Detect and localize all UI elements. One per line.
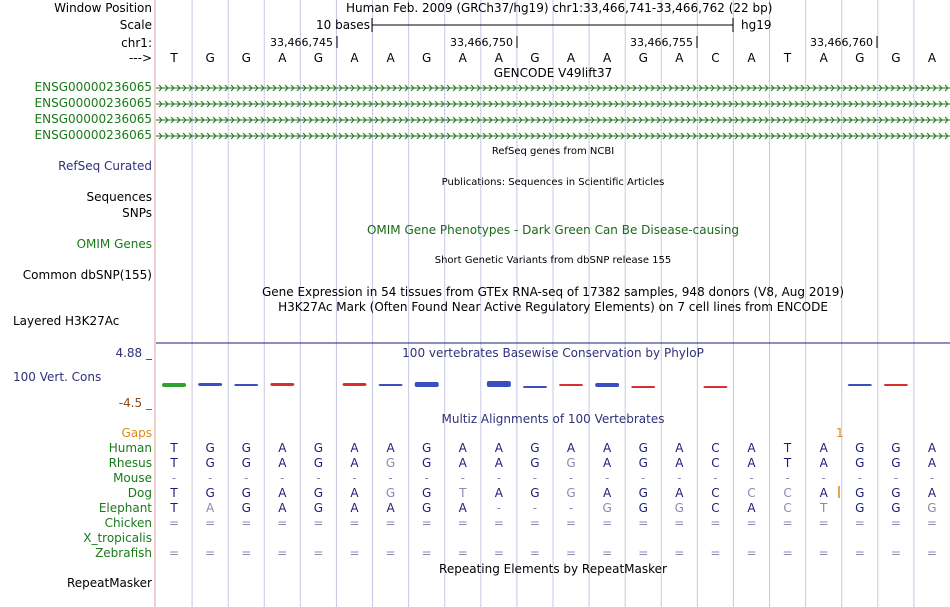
omim-label[interactable]: OMIM Genes <box>76 237 152 251</box>
alignment-base: - <box>244 471 249 485</box>
alignment-base: = <box>529 516 540 530</box>
reference-base: T <box>170 51 178 65</box>
position-label: 33,466,750 <box>450 36 513 49</box>
alignment-base: A <box>566 441 576 455</box>
alignment-base: T <box>820 501 828 515</box>
alignment-base: A <box>278 486 287 500</box>
alignment-base: A <box>675 441 684 455</box>
alignment-base: = <box>529 546 540 560</box>
alignment-base: = <box>241 546 252 560</box>
scale-assembly: hg19 <box>741 18 772 32</box>
phylop-track-title[interactable]: 100 vertebrates Basewise Conservation by PhyloP <box>402 346 704 360</box>
alignment-base: G <box>602 501 612 515</box>
alignment-base: G <box>422 501 432 515</box>
gaps-marker: 1 <box>836 426 844 440</box>
species-label[interactable]: Mouse <box>113 471 152 485</box>
alignment-base: T <box>459 486 467 500</box>
phylop-mark <box>631 386 655 388</box>
species-label[interactable]: Rhesus <box>108 456 152 470</box>
alignment-base: = <box>854 516 865 530</box>
alignment-base: - <box>604 471 610 485</box>
reference-base: A <box>927 51 937 65</box>
alignment-base: G <box>638 501 648 515</box>
alignment-base: G <box>891 441 901 455</box>
alignment-base: G <box>638 441 648 455</box>
gtex-track-title[interactable]: Gene Expression in 54 tissues from GTEx RNA-seq of 17382 samples, 948 donors (V8, Aug 2019) <box>261 285 845 299</box>
gencode-gene-label[interactable]: ENSG00000236065 <box>34 80 152 94</box>
alignment-base: - <box>568 471 574 485</box>
alignment-base: = <box>205 546 216 560</box>
alignment-base: - <box>785 471 790 485</box>
alignment-base: G <box>530 456 540 470</box>
species-label[interactable]: Chicken <box>104 516 152 530</box>
alignment-base: G <box>566 486 576 500</box>
alignment-base: = <box>602 516 613 530</box>
alignment-base: C <box>711 501 720 515</box>
alignment-base: A <box>278 441 287 455</box>
alignment-base: - <box>388 471 393 485</box>
alignment-base: C <box>711 486 720 500</box>
alignment-base: = <box>385 546 396 560</box>
alignment-base: = <box>674 516 685 530</box>
phylop-mark <box>523 386 547 388</box>
alignment-base: T <box>170 441 178 455</box>
alignment-base: = <box>493 546 504 560</box>
alignment-base: G <box>927 501 937 515</box>
phylop-label[interactable]: 100 Vert. Cons <box>13 370 102 384</box>
phylop-min-label: -4.5 _ <box>118 396 152 410</box>
alignment-base: A <box>603 456 612 470</box>
alignment-base: G <box>530 441 540 455</box>
refseq-label[interactable]: RefSeq Curated <box>58 159 152 173</box>
reference-base: G <box>205 51 215 65</box>
alignment-base: G <box>385 486 396 500</box>
reference-base: G <box>891 51 901 65</box>
alignment-base: A <box>206 501 215 515</box>
alignment-base: - <box>280 471 285 485</box>
position-label: 33,466,745 <box>270 36 333 49</box>
reference-base: A <box>350 51 359 65</box>
alignment-base: = <box>205 516 216 530</box>
alignment-base: G <box>205 486 215 500</box>
alignment-base: G <box>638 456 648 470</box>
alignment-base: G <box>313 441 324 455</box>
alignment-base: = <box>349 516 360 530</box>
chrom-label: chr1: <box>121 36 152 50</box>
alignment-base: A <box>350 486 359 500</box>
alignment-base: G <box>638 486 648 500</box>
alignment-base: = <box>890 546 901 560</box>
alignment-base: = <box>169 546 180 560</box>
alignment-base: = <box>277 546 288 560</box>
alignment-base: = <box>566 546 577 560</box>
alignment-base: A <box>458 441 467 455</box>
alignment-base: G <box>855 456 865 470</box>
alignment-base: = <box>746 546 757 560</box>
alignment-base: = <box>457 516 468 530</box>
alignment-base: - <box>641 471 646 485</box>
alignment-base: G <box>422 456 432 470</box>
alignment-base: = <box>674 546 685 560</box>
window-position-value: Human Feb. 2009 (GRCh37/hg19) chr1:33,466,741-33,466,762 (22 bp) <box>346 1 773 15</box>
alignment-base: - <box>352 471 357 485</box>
reference-base: G <box>241 51 251 65</box>
alignment-base: A <box>603 486 612 500</box>
reference-base: A <box>566 51 576 65</box>
alignment-base: A <box>278 501 287 515</box>
phylop-mark <box>234 384 258 386</box>
alignment-base: A <box>675 456 684 470</box>
alignment-base: G <box>205 441 215 455</box>
scale-label: Scale <box>119 18 152 32</box>
alignment-base: A <box>350 441 359 455</box>
phylop-mark <box>848 384 872 386</box>
alignment-base: - <box>893 471 899 485</box>
alignment-base: A <box>386 501 395 515</box>
repeatmasker-label[interactable]: RepeatMasker <box>66 576 152 590</box>
phylop-conservation-marks <box>162 381 908 388</box>
phylop-mark <box>703 386 727 388</box>
alignment-base: G <box>422 441 432 455</box>
alignment-base: = <box>277 516 288 530</box>
alignment-base: - <box>171 471 177 485</box>
omim-track-title[interactable]: OMIM Gene Phenotypes - Dark Green Can Be Disease-causing <box>366 223 740 237</box>
alignment-base: G <box>891 486 901 500</box>
reference-base: G <box>530 51 540 65</box>
alignment-base: = <box>313 516 324 530</box>
phylop-mark <box>379 384 403 386</box>
alignment-base: - <box>821 471 826 485</box>
publications-track-title[interactable]: Publications: Sequences in Scientific Articles <box>441 177 665 188</box>
alignment-base: A <box>386 441 395 455</box>
alignment-base: = <box>926 516 937 530</box>
alignment-base: G <box>674 501 684 515</box>
gencode-track-title[interactable]: GENCODE V49lift37 <box>493 66 613 80</box>
strand-label: ---> <box>128 51 152 65</box>
alignment-base: G <box>385 456 396 470</box>
phylop-mark <box>162 383 186 387</box>
alignment-base: T <box>783 456 792 470</box>
reference-base: G <box>638 51 648 65</box>
reference-base: T <box>783 51 792 65</box>
phylop-mark <box>198 383 222 386</box>
alignment-base: = <box>854 546 865 560</box>
alignment-base: - <box>316 471 321 485</box>
repeatmasker-track-title[interactable]: Repeating Elements by RepeatMasker <box>439 562 667 576</box>
alignment-base: A <box>494 441 503 455</box>
alignment-base: = <box>493 516 504 530</box>
species-label[interactable]: Dog <box>127 486 152 500</box>
alignment-base: = <box>638 516 649 530</box>
alignment-base: = <box>926 546 937 560</box>
multiz-track-title[interactable]: Multiz Alignments of 100 Vertebrates <box>441 412 665 426</box>
position-label: 33,466,760 <box>810 36 873 49</box>
scale-text: 10 bases <box>316 18 370 32</box>
alignment-base: - <box>532 501 538 515</box>
alignment-base: A <box>458 501 467 515</box>
alignment-base: = <box>421 546 432 560</box>
alignment-base: - <box>496 471 502 485</box>
reference-base: G <box>313 51 324 65</box>
alignment-base: T <box>170 486 178 500</box>
phylop-mark <box>487 381 511 387</box>
alignment-base: = <box>818 516 829 530</box>
reference-base: G <box>422 51 432 65</box>
alignment-base: A <box>494 456 503 470</box>
alignment-base: G <box>855 501 865 515</box>
h3k27ac-label[interactable]: Layered H3K27Ac <box>13 314 120 328</box>
alignment-base: G <box>313 501 324 515</box>
alignment-base: A <box>458 456 467 470</box>
alignment-base: - <box>749 471 754 485</box>
dbsnp-track-title[interactable]: Short Genetic Variants from dbSNP release 155 <box>434 255 672 266</box>
alignment-base: G <box>855 441 865 455</box>
dbsnp-label[interactable]: Common dbSNP(155) <box>22 268 152 282</box>
alignment-base: = <box>313 546 324 560</box>
alignment-base: A <box>819 456 828 470</box>
alignment-base: = <box>385 516 396 530</box>
alignment-base: G <box>566 456 576 470</box>
alignment-base: A <box>350 501 359 515</box>
alignment-base: = <box>241 516 252 530</box>
alignment-base: A <box>278 456 287 470</box>
alignment-base: = <box>421 516 432 530</box>
alignment-base: - <box>929 471 935 485</box>
alignment-base: C <box>711 456 720 470</box>
alignment-base: G <box>855 486 865 500</box>
gencode-gene-label[interactable]: ENSG00000236065 <box>34 96 152 110</box>
reference-base: A <box>278 51 287 65</box>
alignment-base: = <box>890 516 901 530</box>
alignment-base: C <box>783 501 792 515</box>
alignment-base: A <box>350 456 359 470</box>
phylop-max-label: 4.88 _ <box>115 346 152 360</box>
alignment-base: A <box>747 456 756 470</box>
alignment-base: = <box>638 546 649 560</box>
alignment-base: G <box>205 456 215 470</box>
alignment-base: = <box>566 516 577 530</box>
alignment-base: T <box>783 441 792 455</box>
alignment-base: = <box>169 516 180 530</box>
alignment-base: A <box>927 486 937 500</box>
alignment-base: = <box>710 516 721 530</box>
h3k27ac-track-title[interactable]: H3K27Ac Mark (Often Found Near Active Regulatory Elements) on 7 cell lines from ENCODE <box>278 300 828 314</box>
alignment-base: - <box>713 471 718 485</box>
alignment-base: = <box>349 546 360 560</box>
alignment-base: = <box>782 546 793 560</box>
snps-label[interactable]: SNPs <box>122 206 152 220</box>
alignment-base: G <box>313 456 324 470</box>
alignment-base: A <box>927 441 937 455</box>
species-label[interactable]: Zebrafish <box>95 546 152 560</box>
phylop-mark <box>343 383 367 386</box>
reference-base: A <box>747 51 756 65</box>
alignment-base: A <box>603 441 612 455</box>
alignment-base: C <box>783 486 792 500</box>
phylop-mark <box>884 384 908 386</box>
alignment-base: - <box>568 501 574 515</box>
position-ticks <box>337 36 877 48</box>
alignment-base: G <box>891 456 901 470</box>
alignment-base: G <box>241 501 251 515</box>
alignment-base: - <box>207 471 213 485</box>
alignment-base: A <box>819 486 828 500</box>
species-label[interactable]: X_tropicalis <box>83 531 152 545</box>
species-label[interactable]: Human <box>108 441 152 455</box>
alignment-base: A <box>747 441 756 455</box>
refseq-track-title[interactable]: RefSeq genes from NCBI <box>491 146 615 157</box>
alignment-base: = <box>818 546 829 560</box>
alignment-base: G <box>241 456 251 470</box>
alignment-base: - <box>677 471 682 485</box>
alignment-base: G <box>891 501 901 515</box>
reference-base: A <box>819 51 828 65</box>
reference-base: C <box>711 51 720 65</box>
phylop-mark <box>559 384 583 386</box>
alignment-base: - <box>857 471 862 485</box>
alignment-base: - <box>496 501 502 515</box>
reference-base: A <box>386 51 395 65</box>
alignment-base: G <box>313 486 324 500</box>
alignment-base: A <box>819 441 828 455</box>
phylop-mark <box>270 383 294 386</box>
alignment-base: C <box>711 441 720 455</box>
species-label[interactable]: Elephant <box>98 501 152 515</box>
alignment-base: A <box>675 486 684 500</box>
alignment-base: T <box>170 456 178 470</box>
alignment-base: = <box>782 516 793 530</box>
gencode-gene-label[interactable]: ENSG00000236065 <box>34 128 152 142</box>
phylop-mark <box>595 383 619 387</box>
alignment-base: G <box>241 486 251 500</box>
position-label: 33,466,755 <box>630 36 693 49</box>
reference-base: A <box>458 51 467 65</box>
alignment-base: - <box>532 471 538 485</box>
reference-base: G <box>855 51 865 65</box>
sequences-label[interactable]: Sequences <box>86 190 152 204</box>
alignment-base: = <box>457 546 468 560</box>
alignment-base: A <box>747 501 756 515</box>
alignment-base: A <box>927 456 937 470</box>
alignment-base: C <box>747 486 756 500</box>
gaps-label: Gaps <box>121 426 152 440</box>
alignment-base: = <box>602 546 613 560</box>
alignment-base: = <box>710 546 721 560</box>
alignment-base: - <box>424 471 429 485</box>
alignment-base: A <box>494 486 503 500</box>
gencode-gene-label[interactable]: ENSG00000236065 <box>34 112 152 126</box>
alignment-base: G <box>422 486 432 500</box>
reference-base: A <box>675 51 684 65</box>
alignment-base: - <box>460 471 465 485</box>
alignment-base: G <box>530 486 540 500</box>
alignment-base: G <box>241 441 251 455</box>
alignment-base: T <box>170 501 178 515</box>
reference-base: A <box>603 51 612 65</box>
reference-base: A <box>494 51 503 65</box>
alignment-base: = <box>746 516 757 530</box>
phylop-mark <box>415 382 439 387</box>
window-position-label: Window Position <box>54 1 152 15</box>
